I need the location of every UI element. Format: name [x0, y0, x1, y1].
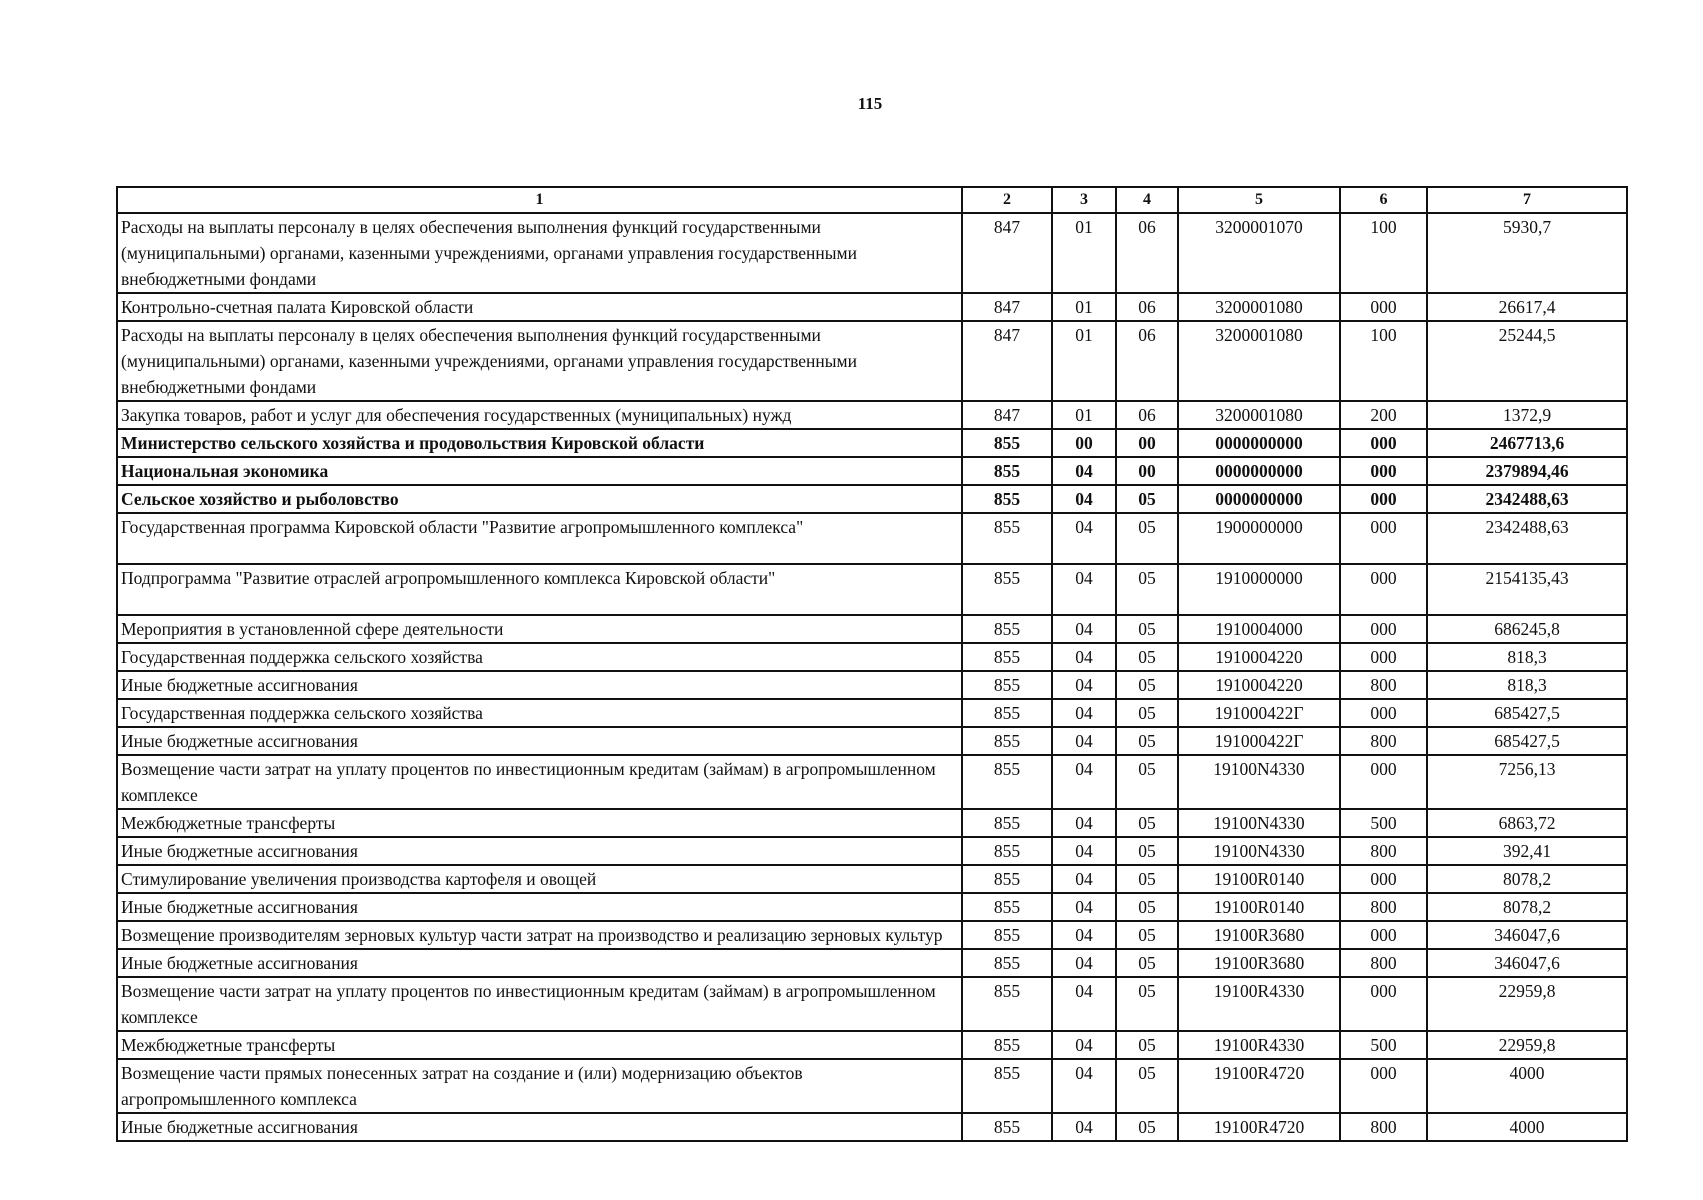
column-header-7: 7 — [1427, 187, 1627, 213]
table-row — [117, 1059, 1627, 1113]
cell-col-4: 05 — [1116, 755, 1178, 809]
table-row — [117, 865, 1627, 893]
cell-col-7: 6863,72 — [1427, 809, 1627, 837]
table-row — [117, 727, 1627, 755]
column-header-6: 6 — [1340, 187, 1427, 213]
cell-col-6: 000 — [1340, 755, 1427, 809]
row-name-cell: Государственная поддержка сельского хозяйства — [117, 643, 962, 671]
cell-col-5: 191000422Г — [1178, 727, 1340, 755]
row-name-cell: Возмещение части затрат на уплату процентов по инвестиционным кредитам (займам) в агропромышленном комплексе — [117, 977, 962, 1031]
cell-col-7: 7256,13 — [1427, 755, 1627, 809]
cell-col-6: 100 — [1340, 213, 1427, 293]
cell-col-2: 855 — [962, 837, 1052, 865]
table-row — [117, 949, 1627, 977]
page-number: 115 — [857, 94, 883, 113]
cell-col-2: 855 — [962, 865, 1052, 893]
cell-col-4: 05 — [1116, 921, 1178, 949]
cell-col-6: 000 — [1340, 615, 1427, 643]
row-name-cell: Иные бюджетные ассигнования — [117, 949, 962, 977]
cell-col-7: 5930,7 — [1427, 213, 1627, 293]
cell-col-6: 800 — [1340, 1113, 1427, 1141]
table-row — [117, 293, 1627, 321]
cell-col-7: 22959,8 — [1427, 1031, 1627, 1059]
budget-table — [116, 186, 1628, 1142]
cell-col-4: 00 — [1116, 429, 1178, 457]
cell-col-2: 855 — [962, 1113, 1052, 1141]
cell-col-5: 3200001080 — [1178, 293, 1340, 321]
cell-col-4: 05 — [1116, 865, 1178, 893]
row-name-cell: Мероприятия в установленной сфере деятельности — [117, 615, 962, 643]
cell-col-2: 855 — [962, 671, 1052, 699]
cell-col-2: 855 — [962, 921, 1052, 949]
cell-col-5: 1910000000 — [1178, 564, 1340, 615]
column-header-4: 4 — [1116, 187, 1178, 213]
cell-col-5: 19100R0140 — [1178, 893, 1340, 921]
cell-col-3: 04 — [1052, 865, 1116, 893]
cell-col-7: 4000 — [1427, 1059, 1627, 1113]
cell-col-7: 685427,5 — [1427, 727, 1627, 755]
cell-col-2: 847 — [962, 401, 1052, 429]
cell-col-2: 855 — [962, 809, 1052, 837]
cell-col-6: 000 — [1340, 865, 1427, 893]
cell-col-6: 000 — [1340, 921, 1427, 949]
cell-col-3: 04 — [1052, 837, 1116, 865]
cell-col-3: 04 — [1052, 1031, 1116, 1059]
cell-col-2: 855 — [962, 564, 1052, 615]
column-header-2: 2 — [962, 187, 1052, 213]
cell-col-4: 05 — [1116, 1059, 1178, 1113]
row-name-cell: Закупка товаров, работ и услуг для обеспечения государственных (муниципальных) нужд — [117, 401, 962, 429]
row-name-cell: Иные бюджетные ассигнования — [117, 727, 962, 755]
row-name-cell: Государственная поддержка сельского хозяйства — [117, 699, 962, 727]
cell-col-5: 19100R4720 — [1178, 1059, 1340, 1113]
table-row — [117, 755, 1627, 809]
cell-col-4: 05 — [1116, 485, 1178, 513]
cell-col-3: 01 — [1052, 213, 1116, 293]
cell-col-4: 06 — [1116, 293, 1178, 321]
row-name-cell: Контрольно-счетная палата Кировской области — [117, 293, 962, 321]
row-name-cell: Иные бюджетные ассигнования — [117, 837, 962, 865]
cell-col-7: 685427,5 — [1427, 699, 1627, 727]
table-row — [117, 513, 1627, 564]
table-body — [117, 213, 1627, 1141]
cell-col-4: 05 — [1116, 727, 1178, 755]
cell-col-7: 2467713,6 — [1427, 429, 1627, 457]
cell-col-6: 800 — [1340, 893, 1427, 921]
cell-col-3: 00 — [1052, 429, 1116, 457]
row-name-cell: Иные бюджетные ассигнования — [117, 1113, 962, 1141]
cell-col-7: 2342488,63 — [1427, 485, 1627, 513]
cell-col-7: 346047,6 — [1427, 921, 1627, 949]
cell-col-3: 04 — [1052, 671, 1116, 699]
cell-col-4: 06 — [1116, 213, 1178, 293]
cell-col-5: 19100R0140 — [1178, 865, 1340, 893]
column-header-1: 1 — [117, 187, 962, 213]
table-row — [117, 321, 1627, 401]
cell-col-7: 2154135,43 — [1427, 564, 1627, 615]
cell-col-4: 05 — [1116, 949, 1178, 977]
cell-col-7: 346047,6 — [1427, 949, 1627, 977]
cell-col-2: 847 — [962, 213, 1052, 293]
cell-col-7: 26617,4 — [1427, 293, 1627, 321]
cell-col-3: 04 — [1052, 977, 1116, 1031]
row-name-cell: Подпрограмма "Развитие отраслей агропромышленного комплекса Кировской области" — [117, 564, 962, 615]
cell-col-6: 000 — [1340, 1059, 1427, 1113]
cell-col-7: 4000 — [1427, 1113, 1627, 1141]
cell-col-3: 01 — [1052, 293, 1116, 321]
row-name-cell: Министерство сельского хозяйства и продовольствия Кировской области — [117, 429, 962, 457]
cell-col-6: 000 — [1340, 429, 1427, 457]
cell-col-2: 847 — [962, 321, 1052, 401]
table-row — [117, 837, 1627, 865]
table-row — [117, 809, 1627, 837]
row-name-cell: Возмещение части прямых понесенных затрат на создание и (или) модернизацию объектов агропромышленного комплекса — [117, 1059, 962, 1113]
row-name-cell: Сельское хозяйство и рыболовство — [117, 485, 962, 513]
cell-col-6: 000 — [1340, 293, 1427, 321]
cell-col-3: 04 — [1052, 1113, 1116, 1141]
table-header — [117, 187, 1627, 213]
cell-col-7: 818,3 — [1427, 671, 1627, 699]
cell-col-5: 3200001080 — [1178, 321, 1340, 401]
cell-col-5: 19100R4330 — [1178, 977, 1340, 1031]
cell-col-3: 04 — [1052, 727, 1116, 755]
row-name-cell: Иные бюджетные ассигнования — [117, 893, 962, 921]
table-row — [117, 485, 1627, 513]
cell-col-5: 0000000000 — [1178, 457, 1340, 485]
cell-col-3: 04 — [1052, 513, 1116, 564]
cell-col-2: 855 — [962, 699, 1052, 727]
cell-col-3: 04 — [1052, 1059, 1116, 1113]
table-row — [117, 401, 1627, 429]
cell-col-2: 847 — [962, 293, 1052, 321]
cell-col-6: 800 — [1340, 727, 1427, 755]
cell-col-3: 04 — [1052, 485, 1116, 513]
table-row — [117, 893, 1627, 921]
cell-col-2: 855 — [962, 457, 1052, 485]
cell-col-4: 06 — [1116, 321, 1178, 401]
cell-col-7: 818,3 — [1427, 643, 1627, 671]
table-row — [117, 671, 1627, 699]
cell-col-5: 19100R4720 — [1178, 1113, 1340, 1141]
cell-col-6: 500 — [1340, 1031, 1427, 1059]
cell-col-2: 855 — [962, 1059, 1052, 1113]
column-header-5: 5 — [1178, 187, 1340, 213]
row-name-cell: Межбюджетные трансферты — [117, 1031, 962, 1059]
cell-col-6: 000 — [1340, 485, 1427, 513]
cell-col-3: 04 — [1052, 643, 1116, 671]
cell-col-4: 05 — [1116, 564, 1178, 615]
cell-col-6: 500 — [1340, 809, 1427, 837]
cell-col-7: 1372,9 — [1427, 401, 1627, 429]
cell-col-7: 2342488,63 — [1427, 513, 1627, 564]
budget-table-container — [116, 186, 1626, 1142]
cell-col-6: 000 — [1340, 513, 1427, 564]
cell-col-3: 04 — [1052, 809, 1116, 837]
cell-col-6: 800 — [1340, 837, 1427, 865]
header-row — [117, 187, 1627, 213]
cell-col-3: 04 — [1052, 755, 1116, 809]
table-row — [117, 1031, 1627, 1059]
cell-col-2: 855 — [962, 485, 1052, 513]
cell-col-6: 000 — [1340, 457, 1427, 485]
cell-col-2: 855 — [962, 429, 1052, 457]
table-row — [117, 643, 1627, 671]
cell-col-5: 1900000000 — [1178, 513, 1340, 564]
cell-col-5: 1910004220 — [1178, 643, 1340, 671]
cell-col-7: 686245,8 — [1427, 615, 1627, 643]
row-name-cell: Стимулирование увеличения производства картофеля и овощей — [117, 865, 962, 893]
table-row — [117, 921, 1627, 949]
cell-col-4: 05 — [1116, 513, 1178, 564]
cell-col-7: 22959,8 — [1427, 977, 1627, 1031]
table-row — [117, 429, 1627, 457]
cell-col-2: 855 — [962, 513, 1052, 564]
cell-col-3: 01 — [1052, 321, 1116, 401]
row-name-cell: Возмещение производителям зерновых культур части затрат на производство и реализацию зерновых культур — [117, 921, 962, 949]
cell-col-3: 04 — [1052, 699, 1116, 727]
cell-col-4: 05 — [1116, 809, 1178, 837]
column-header-3: 3 — [1052, 187, 1116, 213]
cell-col-3: 04 — [1052, 457, 1116, 485]
cell-col-5: 1910004000 — [1178, 615, 1340, 643]
cell-col-5: 3200001070 — [1178, 213, 1340, 293]
cell-col-7: 25244,5 — [1427, 321, 1627, 401]
cell-col-5: 3200001080 — [1178, 401, 1340, 429]
cell-col-3: 01 — [1052, 401, 1116, 429]
cell-col-2: 855 — [962, 755, 1052, 809]
table-row — [117, 699, 1627, 727]
row-name-cell: Расходы на выплаты персоналу в целях обеспечения выполнения функций государственными (муниципальными) органами, казенными учреждениями, органами управления государственными внебюджетными фондами — [117, 213, 962, 293]
cell-col-7: 8078,2 — [1427, 893, 1627, 921]
cell-col-3: 04 — [1052, 921, 1116, 949]
cell-col-7: 8078,2 — [1427, 865, 1627, 893]
cell-col-2: 855 — [962, 1031, 1052, 1059]
table-row — [117, 1113, 1627, 1141]
cell-col-3: 04 — [1052, 893, 1116, 921]
cell-col-2: 855 — [962, 893, 1052, 921]
cell-col-4: 06 — [1116, 401, 1178, 429]
table-row — [117, 615, 1627, 643]
cell-col-2: 855 — [962, 643, 1052, 671]
cell-col-6: 000 — [1340, 643, 1427, 671]
cell-col-6: 800 — [1340, 671, 1427, 699]
cell-col-3: 04 — [1052, 564, 1116, 615]
cell-col-6: 100 — [1340, 321, 1427, 401]
table-row — [117, 977, 1627, 1031]
cell-col-5: 19100R4330 — [1178, 1031, 1340, 1059]
cell-col-4: 05 — [1116, 1031, 1178, 1059]
cell-col-4: 05 — [1116, 615, 1178, 643]
table-row — [117, 564, 1627, 615]
cell-col-5: 19100N4330 — [1178, 809, 1340, 837]
cell-col-4: 05 — [1116, 977, 1178, 1031]
cell-col-4: 00 — [1116, 457, 1178, 485]
cell-col-7: 2379894,46 — [1427, 457, 1627, 485]
cell-col-6: 000 — [1340, 977, 1427, 1031]
cell-col-4: 05 — [1116, 837, 1178, 865]
cell-col-6: 000 — [1340, 564, 1427, 615]
cell-col-6: 200 — [1340, 401, 1427, 429]
cell-col-2: 855 — [962, 615, 1052, 643]
cell-col-5: 19100R3680 — [1178, 949, 1340, 977]
cell-col-4: 05 — [1116, 893, 1178, 921]
cell-col-4: 05 — [1116, 1113, 1178, 1141]
cell-col-5: 19100N4330 — [1178, 837, 1340, 865]
cell-col-6: 800 — [1340, 949, 1427, 977]
cell-col-5: 1910004220 — [1178, 671, 1340, 699]
table-row — [117, 213, 1627, 293]
table-row — [117, 457, 1627, 485]
cell-col-4: 05 — [1116, 643, 1178, 671]
row-name-cell: Возмещение части затрат на уплату процентов по инвестиционным кредитам (займам) в агропромышленном комплексе — [117, 755, 962, 809]
cell-col-2: 855 — [962, 977, 1052, 1031]
cell-col-6: 000 — [1340, 699, 1427, 727]
cell-col-5: 0000000000 — [1178, 485, 1340, 513]
row-name-cell: Расходы на выплаты персоналу в целях обеспечения выполнения функций государственными (муниципальными) органами, казенными учреждениями, органами управления государственными внебюджетными фондами — [117, 321, 962, 401]
cell-col-5: 19100N4330 — [1178, 755, 1340, 809]
cell-col-5: 19100R3680 — [1178, 921, 1340, 949]
cell-col-2: 855 — [962, 949, 1052, 977]
cell-col-7: 392,41 — [1427, 837, 1627, 865]
cell-col-3: 04 — [1052, 615, 1116, 643]
row-name-cell: Национальная экономика — [117, 457, 962, 485]
cell-col-5: 191000422Г — [1178, 699, 1340, 727]
cell-col-5: 0000000000 — [1178, 429, 1340, 457]
cell-col-3: 04 — [1052, 949, 1116, 977]
row-name-cell: Межбюджетные трансферты — [117, 809, 962, 837]
cell-col-4: 05 — [1116, 671, 1178, 699]
cell-col-4: 05 — [1116, 699, 1178, 727]
row-name-cell: Иные бюджетные ассигнования — [117, 671, 962, 699]
row-name-cell: Государственная программа Кировской области "Развитие агропромышленного комплекса" — [117, 513, 962, 564]
cell-col-2: 855 — [962, 727, 1052, 755]
